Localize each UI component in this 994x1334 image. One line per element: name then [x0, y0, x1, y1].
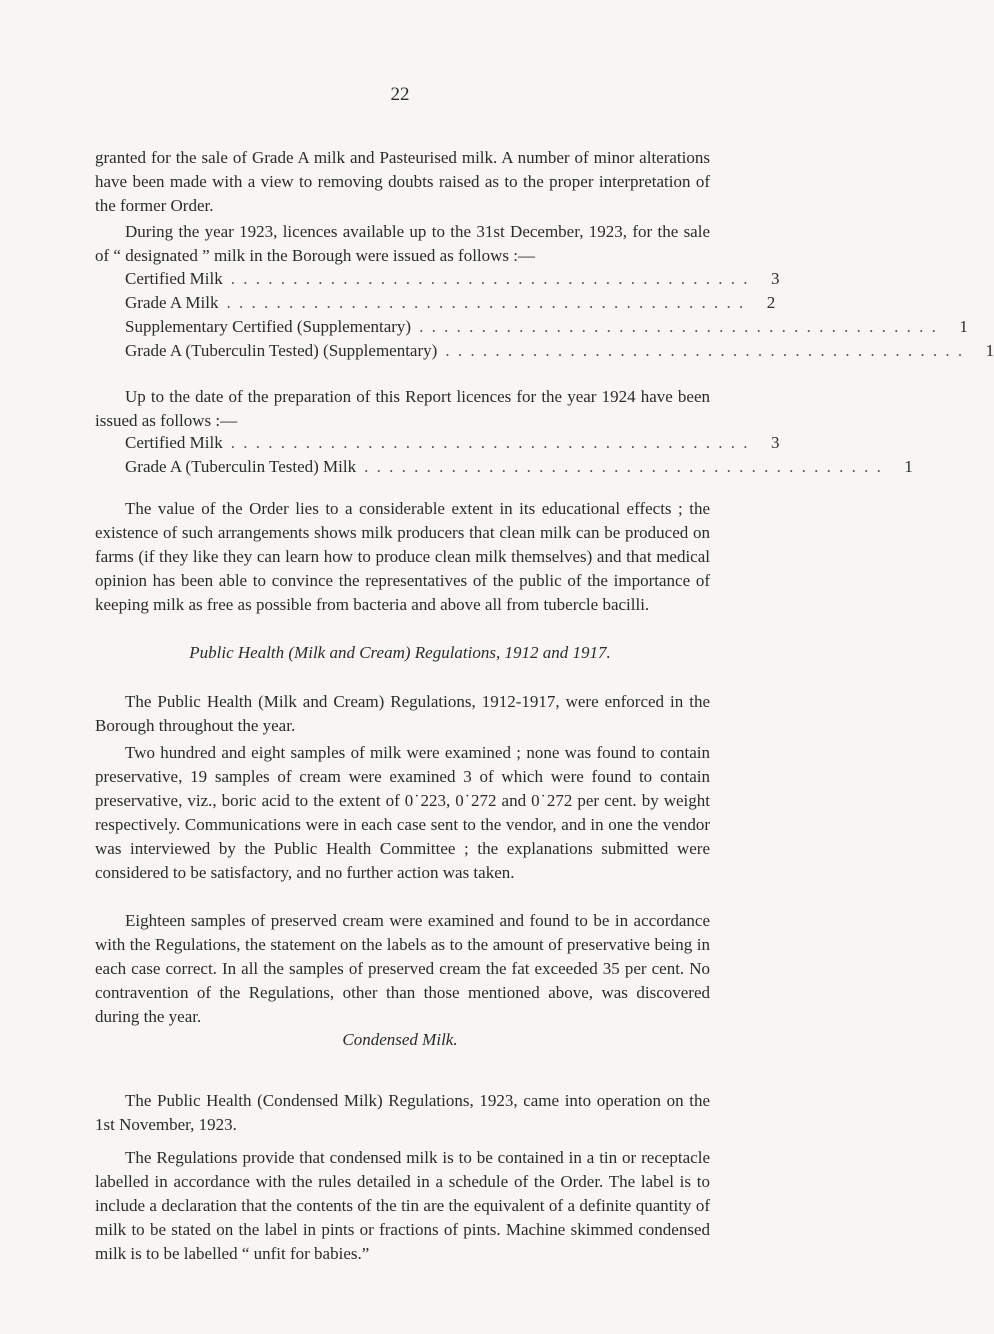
leader-dots: . . . . . . . . . . . . . . . . . . . . . . . . . . . . . . . . . . . . . . . . . . — [364, 457, 883, 476]
paragraph-order-alterations: granted for the sale of Grade A milk and Pasteurised milk. A number of minor alterations have been made with a view to removing doubts raised as to the proper interpretation of the former Order. — [95, 148, 710, 215]
item-count: 1 — [904, 457, 913, 476]
item-label: Certified Milk — [125, 269, 223, 288]
item-label: Grade A Milk — [125, 293, 219, 312]
item-label: Supplementary Certified (Supplementary) — [125, 317, 412, 336]
list-item — [125, 455, 913, 479]
list-item — [125, 339, 994, 363]
item-label: Grade A (Tuberculin Tested) (Supplementary) — [125, 341, 438, 360]
item-label: Certified Milk — [125, 433, 223, 452]
item-count: 3 — [770, 269, 780, 288]
leader-dots: . . . . . . . . . . . . . . . . . . . . . . . . . . . . . . . . . . . . . . . . . . — [226, 293, 746, 312]
licence-list-1923 — [125, 267, 994, 363]
leader-dots: . . . . . . . . . . . . . . . . . . . . . . . . . . . . . . . . . . . . . . . . . . — [230, 433, 750, 452]
item-count: 3 — [770, 433, 780, 452]
paragraph-order-value: The value of the Order lies to a considerable extent in its educational effects ; the existence of such arrangements shows milk producers that clean milk can be produced on farms (if they like they can learn how to produce clean milk themselves) and that medical opinion has been able to convince the representatives of the public of the importance of keeping milk as free as possible from bacteria and above all from tubercle bacilli. — [95, 499, 710, 614]
item-label: Grade A (Tuberculin Tested) Milk — [125, 457, 357, 476]
list-item — [125, 267, 780, 291]
paragraph-regulations-enforced: The Public Health (Milk and Cream) Regulations, 1912-1917, were enforced in the Borough throughout the year. — [95, 692, 710, 735]
licence-list-1924 — [125, 431, 913, 479]
list-item — [125, 315, 968, 339]
section-heading-condensed-milk: Condensed Milk. — [342, 1030, 458, 1049]
item-count: 2 — [766, 293, 776, 312]
paragraph-condensed-regulations: The Public Health (Condensed Milk) Regulations, 1923, came into operation on the 1st November, 1923. — [95, 1091, 710, 1134]
paragraph-condensed-labels: The Regulations provide that condensed milk is to be contained in a tin or receptacle labelled in accordance with the rules detailed in a schedule of the Order. The label is to include a declaration that the contents of the tin are the equivalent of a definite quantity of milk to be stated on the label in pints or fractions of pints. Machine skimmed condensed milk is to be labelled “ unfit for babies.” — [95, 1148, 710, 1263]
section-heading-milk-cream: Public Health (Milk and Cream) Regulations, 1912 and 1917. — [189, 643, 611, 662]
item-count: 1 — [959, 317, 968, 336]
paragraph-milk-samples: Two hundred and eight samples of milk were examined ; none was found to contain preservative, 19 samples of cream were examined 3 of which were found to contain preservative, viz., boric acid to the extent of 0˙223, 0˙272 and 0˙272 per cent. by weight respectively. Communications were in each case sent to the vendor, and in one the vendor was interviewed by the Public Health Committee ; the explanations submitted were considered to be satisfactory, and no further action was taken. — [95, 743, 710, 882]
paragraph-licences-1924: Up to the date of the preparation of this Report licences for the year 1924 have been issued as follows :— — [95, 387, 710, 430]
list-item — [125, 291, 776, 315]
leader-dots: . . . . . . . . . . . . . . . . . . . . . . . . . . . . . . . . . . . . . . . . . . — [445, 341, 965, 360]
leader-dots: . . . . . . . . . . . . . . . . . . . . . . . . . . . . . . . . . . . . . . . . . . — [419, 317, 938, 336]
list-item — [125, 431, 780, 455]
item-count: 1 — [985, 341, 994, 360]
paragraph-preserved-cream: Eighteen samples of preserved cream were examined and found to be in accordance with the Regulations, the statement on the labels as to the amount of preservative being in each case correct. In all the samples of preserved cream the fat exceeded 35 per cent. No contravention of the Regulations, other than those mentioned above, was discovered during the year. — [95, 911, 710, 1026]
page-number: 22 — [390, 84, 410, 105]
paragraph-licences-1923: During the year 1923, licences available up to the 31st December, 1923, for the sale of “ designated ” milk in the Borough were issued as follows :— — [95, 222, 710, 265]
leader-dots: . . . . . . . . . . . . . . . . . . . . . . . . . . . . . . . . . . . . . . . . . . — [230, 269, 750, 288]
